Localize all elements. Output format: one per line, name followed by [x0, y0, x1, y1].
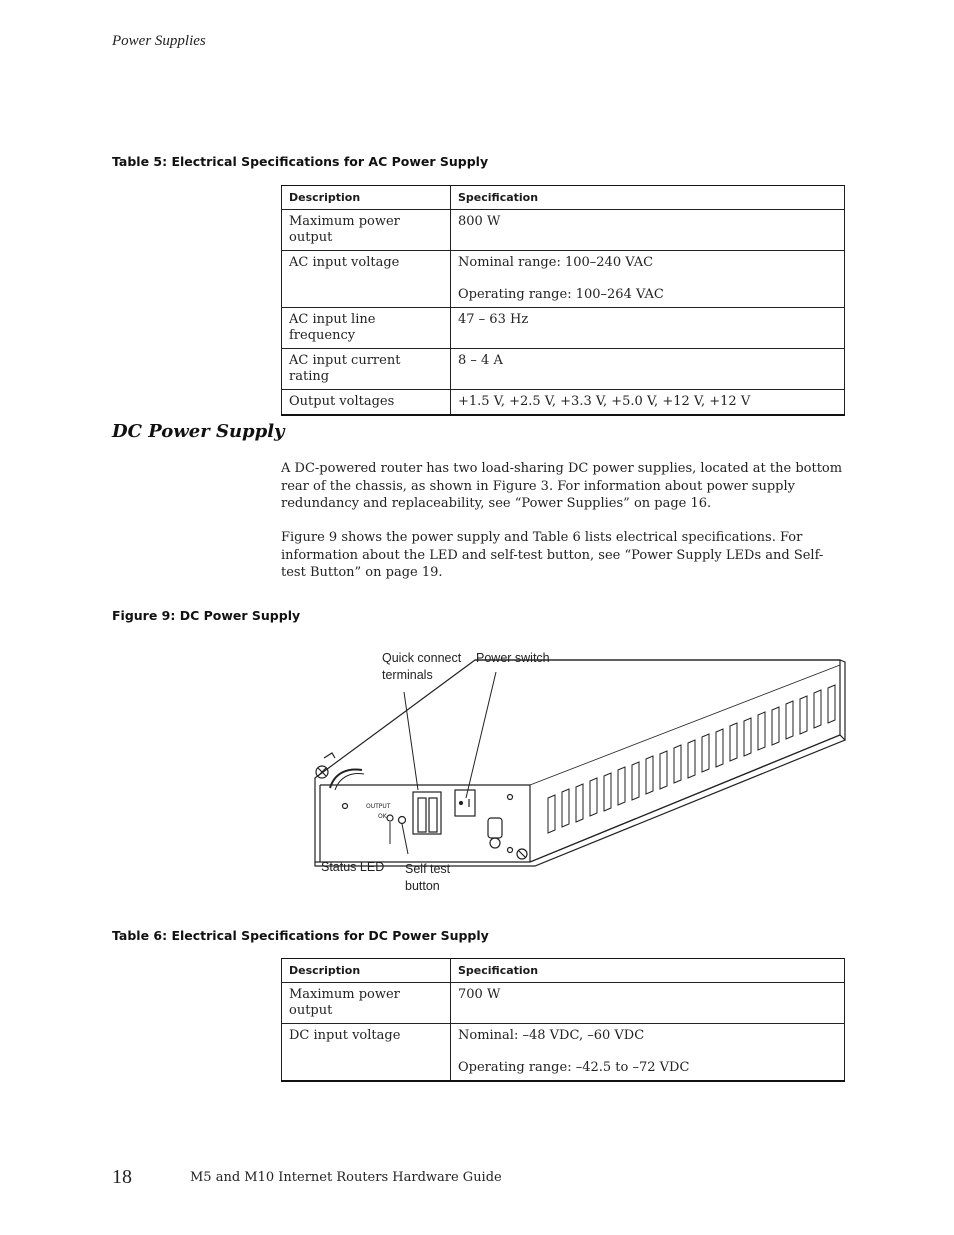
- row-label: AC input line frequency: [282, 308, 451, 349]
- figure9-caption: Figure 9: DC Power Supply: [112, 608, 301, 623]
- label-line: Self test: [405, 862, 451, 876]
- row-label: AC input current rating: [282, 349, 451, 390]
- row-value: 8 – 4 A: [451, 349, 845, 390]
- table-row: [282, 1024, 845, 1082]
- row-value-line: Operating range: –42.5 to –72 VDC: [458, 1060, 690, 1075]
- row-value: +1.5 V, +2.5 V, +3.3 V, +5.0 V, +12 V, +12 V: [451, 390, 845, 416]
- table6: [281, 958, 845, 1082]
- row-label: Maximum power output: [282, 210, 451, 251]
- table-row: [282, 308, 845, 349]
- row-value-line: Operating range: 100–264 VAC: [458, 287, 664, 302]
- column-header-description: Description: [282, 186, 451, 210]
- table-header-row: [282, 959, 845, 983]
- table-header-row: [282, 186, 845, 210]
- table5-caption: Table 5: Electrical Specifications for AC Power Supply: [112, 154, 489, 169]
- table-row: [282, 983, 845, 1024]
- label-status-led: Status LED: [321, 860, 385, 874]
- running-header: Power Supplies: [112, 33, 206, 49]
- paragraph: Figure 9 shows the power supply and Table 6 lists electrical specifications. For information about the LED and self-test button, see “Power Supply LEDs and Self-test Button” on page 19.: [281, 530, 824, 580]
- row-value: 700 W: [451, 983, 845, 1024]
- row-value: [451, 1024, 845, 1082]
- table-row: [282, 210, 845, 251]
- column-header-specification: Specification: [451, 959, 845, 983]
- table-row: [282, 390, 845, 416]
- label-power-switch: Power switch: [476, 651, 550, 665]
- paragraph: A DC-powered router has two load-sharing DC power supplies, located at the bottom rear of the chassis, as shown in Figure 3. For information about power supply redundancy and replaceability, see “Power Supplies” on page 16.: [281, 461, 843, 511]
- table-row: [282, 251, 845, 308]
- panel-output-text: OUTPUT: [366, 803, 391, 810]
- row-value-line: Nominal: –48 VDC, –60 VDC: [458, 1028, 645, 1043]
- label-line: button: [405, 879, 440, 893]
- page-number: 18: [112, 1166, 132, 1188]
- panel-ok-text: OK: [378, 813, 387, 820]
- label-line: terminals: [382, 668, 433, 682]
- label-self-test: [405, 861, 450, 895]
- row-value: 800 W: [451, 210, 845, 251]
- row-value: 47 – 63 Hz: [451, 308, 845, 349]
- table-row: [282, 349, 845, 390]
- label-quick-connect: [382, 650, 461, 684]
- row-value-line: Nominal range: 100–240 VAC: [458, 255, 654, 270]
- table6-caption: Table 6: Electrical Specifications for DC Power Supply: [112, 928, 489, 943]
- figure-dc-power-supply: [300, 640, 860, 910]
- row-label: Maximum power output: [282, 983, 451, 1024]
- footer-book-title: M5 and M10 Internet Routers Hardware Guide: [190, 1170, 502, 1185]
- row-label: AC input voltage: [282, 251, 451, 308]
- column-header-specification: Specification: [451, 186, 845, 210]
- table5: [281, 185, 845, 416]
- column-header-description: Description: [282, 959, 451, 983]
- row-label: Output voltages: [282, 390, 451, 416]
- row-value: [451, 251, 845, 308]
- row-label: DC input voltage: [282, 1024, 451, 1082]
- label-line: Quick connect: [382, 651, 462, 665]
- section-title: DC Power Supply: [112, 421, 285, 442]
